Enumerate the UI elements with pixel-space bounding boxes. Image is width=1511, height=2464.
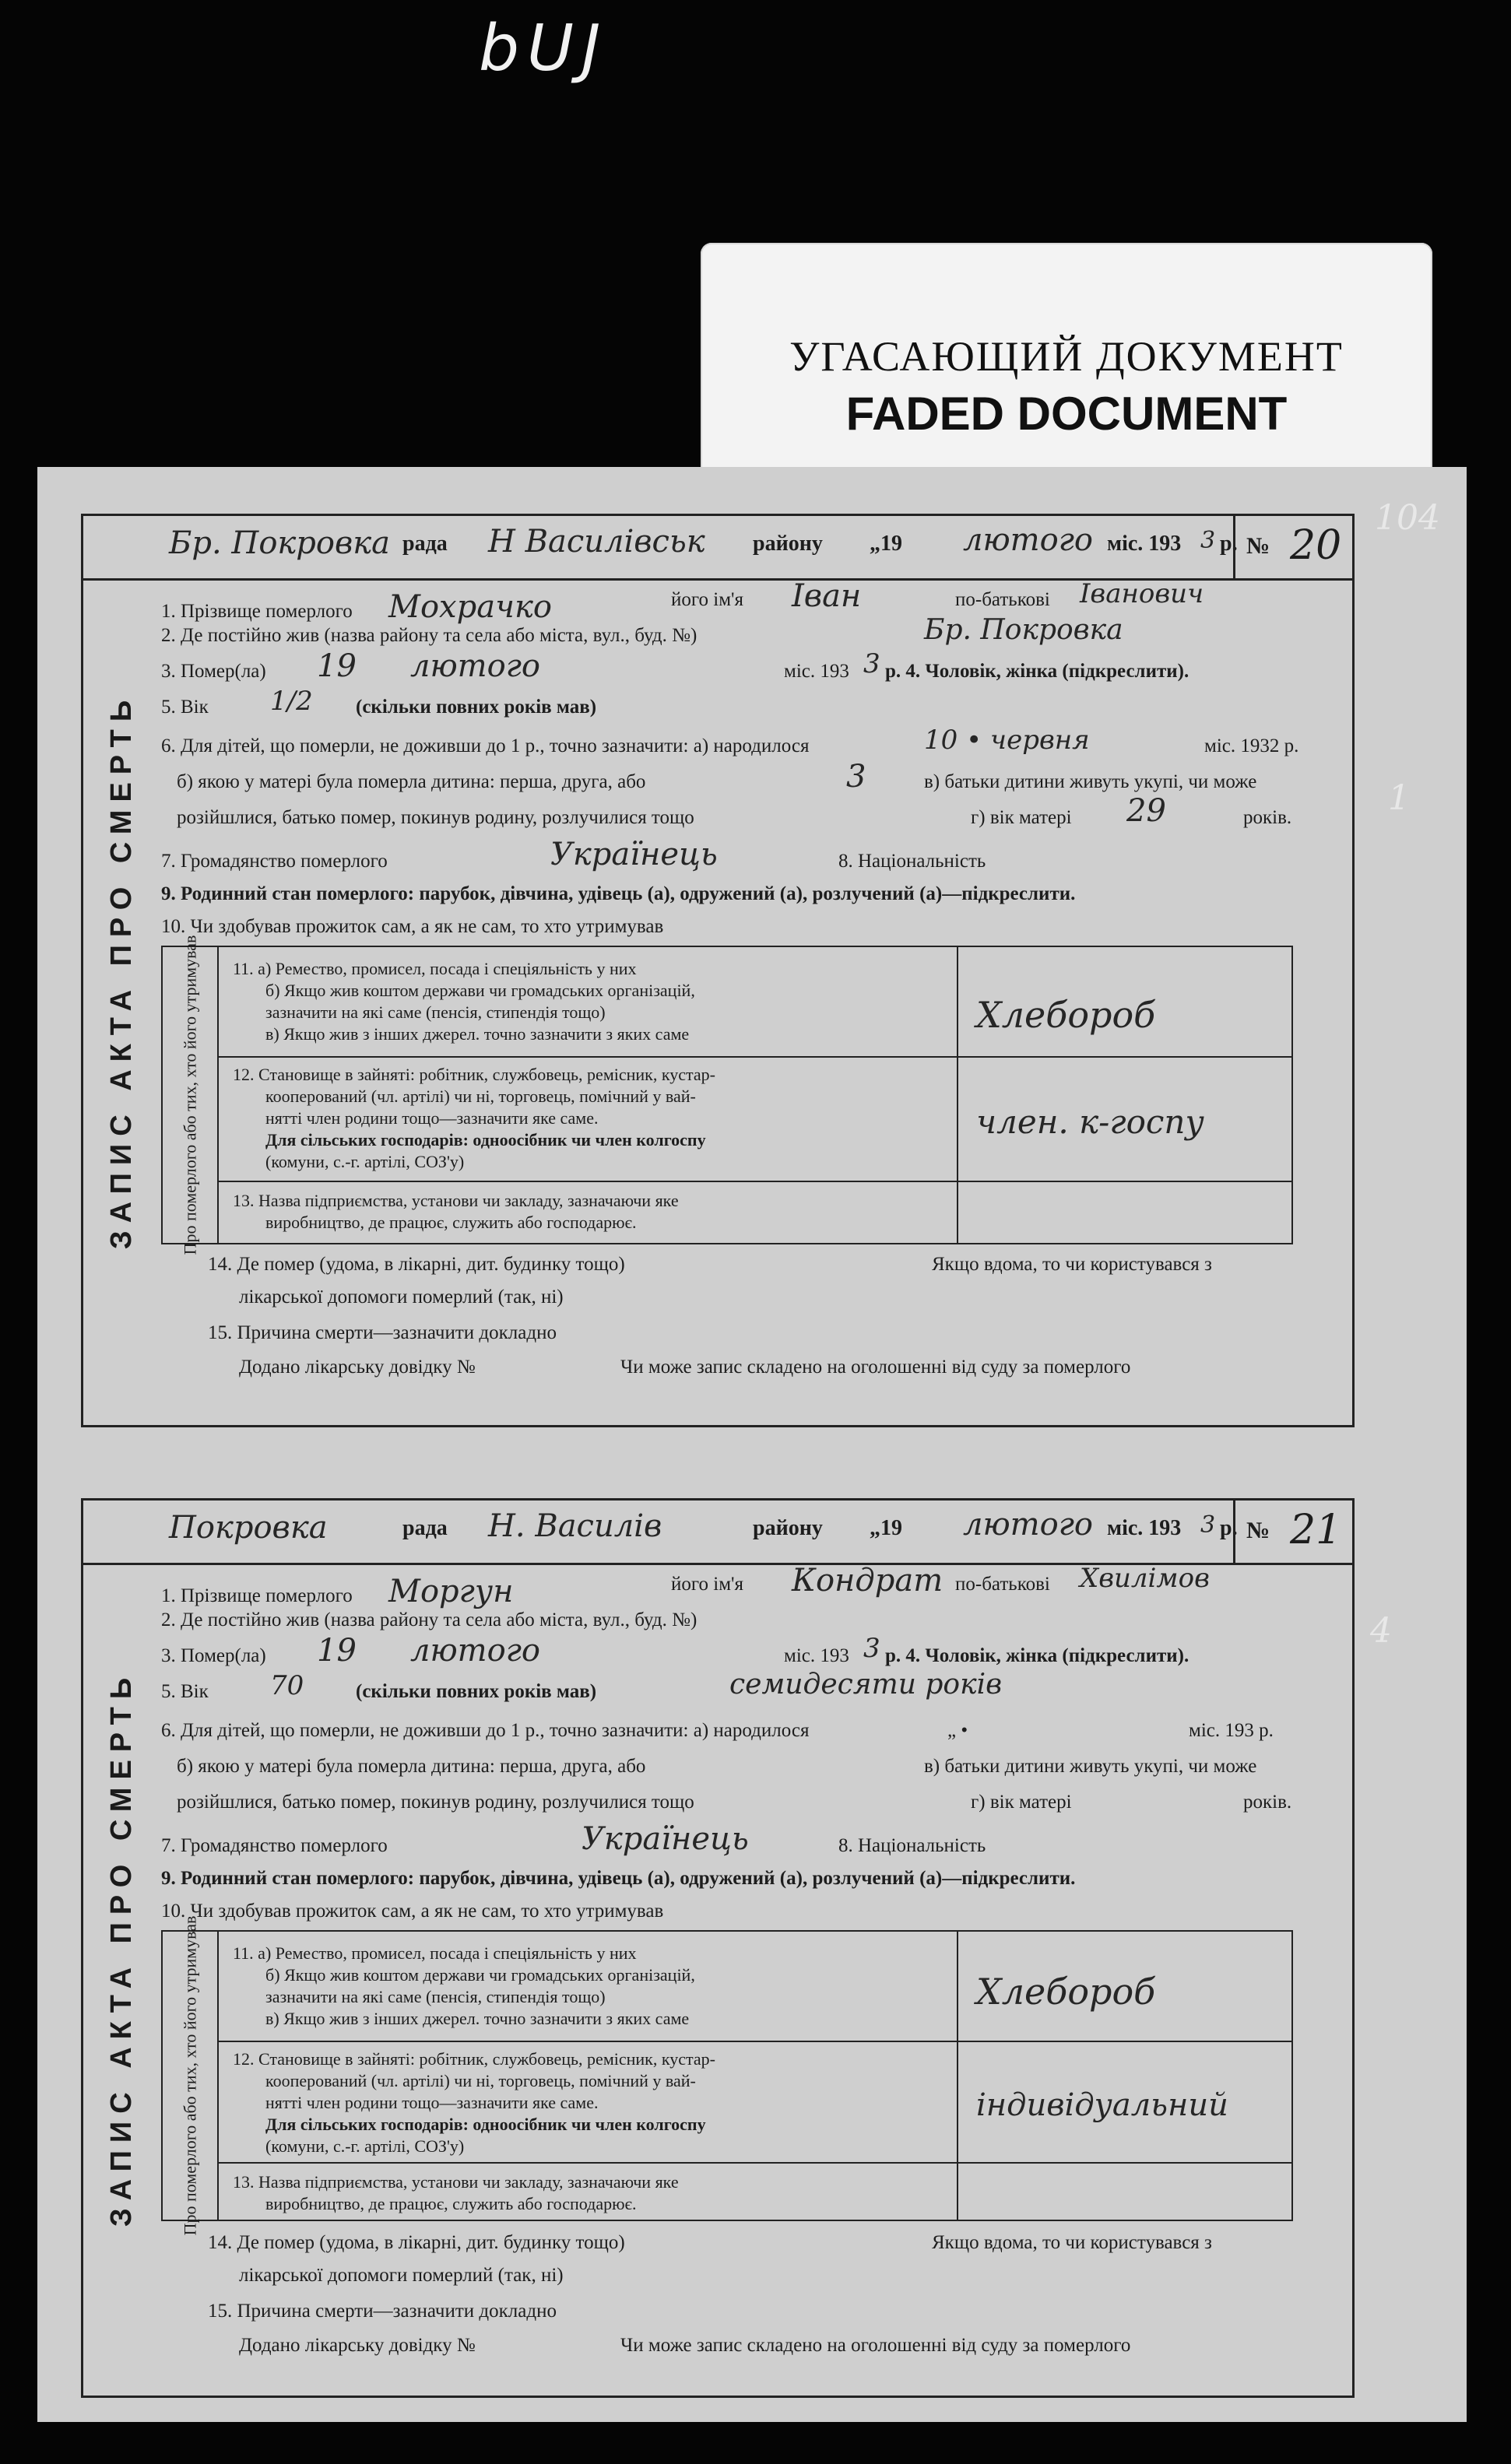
years-label: років. — [1243, 1792, 1292, 1813]
record-header — [83, 1501, 1352, 1565]
child-line-b: б) якою у матері була померла дитина: перша, друга, або — [177, 1756, 646, 1777]
child-line-c: розійшлися, батько помер, покинув родину, розлучилися тощо — [177, 807, 694, 828]
court-record-line: Чи може запис складено на оголошенні від суду за померлого — [620, 1357, 1131, 1378]
patronymic-label: по-батькові — [955, 1574, 1050, 1595]
occupation-side-label: Про померлого або тих, хто його утримував — [163, 947, 219, 1243]
nationality-label: 8. Національність — [838, 1835, 986, 1856]
line-surname: 1. Прізвище померлого Моргун — [161, 1574, 514, 1609]
citizenship-value: Українець — [550, 837, 718, 872]
sex-label: р. 4. Чоловік, жінка (підкреслити). — [885, 661, 1189, 682]
answer-12: індивідуальний — [976, 2087, 1228, 2123]
death-day: 19 — [317, 648, 357, 684]
district-name: Н. Василів — [488, 1508, 662, 1544]
answer-11: Хлебороб — [976, 1971, 1156, 2013]
mis-label: міс. 193 — [1107, 1516, 1182, 1540]
patronymic-label: по-батькові — [955, 589, 1050, 610]
surname-value: Моргун — [388, 1574, 514, 1609]
death-year-suffix: 3 — [863, 1633, 880, 1664]
home-care-line: Якщо вдома, то чи користувався з — [932, 1254, 1212, 1275]
record-vertical-title: ЗАПИС АКТА ПРО СМЕРТЬ — [105, 692, 139, 1249]
faded-label-ru: УГАСАЮЩИЙ ДОКУМЕНТ — [789, 333, 1344, 380]
record-number-box — [1233, 1501, 1352, 1563]
child-birth-date: 10 • червня — [924, 725, 1090, 756]
faded-document-label — [701, 243, 1432, 500]
age-label: 5. Вік — [161, 697, 209, 718]
death-record-page — [37, 467, 1467, 2422]
death-place-line: 14. Де помер (удома, в лікарні, дит. будинку тощо) — [208, 2232, 625, 2253]
death-place-line: 14. Де помер (удома, в лікарні, дит. будинку тощо) — [208, 1254, 625, 1275]
child-line-c: розійшлися, батько помер, покинув родину, розлучилися тощо — [177, 1792, 694, 1813]
age-value: 70 — [270, 1670, 304, 1701]
village-name: Покровка — [169, 1510, 328, 1546]
income-line: 10. Чи здобував прожиток сам, а як не сам, то хто утримував — [161, 916, 664, 937]
raion-label: району — [753, 1516, 823, 1540]
mis-label: міс. 193 — [1107, 532, 1182, 556]
question-13: 13. Назва підприємства, установи чи закладу, зазначаючи яке виробництво, де працює, служить або господарює. — [233, 1191, 679, 1232]
child-order: 3 — [846, 759, 866, 795]
village-name: Бр. Покровка — [169, 525, 390, 561]
question-11: 11. а) Ремество, промисел, посада і спеціяльність у них б) Якщо жив коштом держави чи громадських організацій, зазначити на які саме (пенсія, стипендія тощо) в) Якщо жив з інших джерел. точно зазначити з яких саме — [233, 1943, 695, 2028]
record-number-box — [1233, 516, 1352, 578]
child-line-b-end: в) батьки дитини живуть укупі, чи може — [924, 771, 1257, 792]
record-number: 21 — [1290, 1507, 1342, 1553]
number-label: № — [1246, 1518, 1270, 1543]
number-label: № — [1246, 533, 1270, 559]
marital-status-line: 9. Родинний стан померлого: парубок, дівчина, удівець (а), одружений (а), розлучений (а)—підкреслити. — [161, 1868, 1076, 1889]
child-birth-date: „ • — [947, 1720, 968, 1741]
record-header — [83, 516, 1352, 581]
age-label: 5. Вік — [161, 1681, 209, 1702]
age-hint: (скільки повних років мав) — [356, 1681, 597, 1702]
death-month: лютого — [410, 648, 540, 684]
medical-help-line: лікарської допомоги померлий (так, ні) — [239, 2265, 564, 2286]
occupation-table — [161, 935, 1293, 1255]
name-value: Кондрат — [792, 1563, 943, 1599]
sex-label: р. 4. Чоловік, жінка (підкреслити). — [885, 1645, 1189, 1666]
citizenship-label: 7. Громадянство померлого — [161, 851, 388, 872]
faded-label-en: FADED DOCUMENT — [845, 388, 1288, 440]
district-name: Н Василівськ — [488, 524, 705, 560]
nationality-label: 8. Національність — [838, 851, 986, 872]
record-vertical-title: ЗАПИС АКТА ПРО СМЕРТЬ — [105, 1669, 139, 2227]
archive-mark: bUJ — [479, 12, 609, 86]
day-prefix: „19 — [870, 1516, 902, 1540]
child-birth-year: міс. 193 р. — [1189, 1720, 1274, 1741]
age-value: 1/2 — [270, 686, 313, 717]
child-line-b: б) якою у матері була померла дитина: перша, друга, або — [177, 771, 646, 792]
name-value: Іван — [792, 578, 862, 614]
question-11: 11. а) Ремество, промисел, посада і спеціяльність у них б) Якщо жив коштом держави чи громадських організацій, зазначити на які саме (пенсія, стипендія тощо) в) Якщо жив з інших джерел. точно зазначити з яких саме — [233, 959, 695, 1044]
line-surname: 1. Прізвище померлого Мохрачко — [161, 589, 552, 625]
line-residence: 2. Де постійно жив (назва району та села або міста, вул., буд. №) — [161, 625, 698, 646]
medical-help-line: лікарської допомоги померлий (так, ні) — [239, 1286, 564, 1307]
answer-12: член. к-госпу — [976, 1103, 1204, 1141]
certificate-line: Додано лікарську довідку № — [239, 1357, 476, 1378]
citizenship-label: 7. Громадянство померлого — [161, 1835, 388, 1856]
age-hint: (скільки повних років мав) — [356, 697, 597, 718]
mother-age-label: г) вік матері — [971, 807, 1072, 828]
raion-label: району — [753, 532, 823, 556]
residence-value: Бр. Покровка — [924, 614, 1123, 646]
mother-age-label: г) вік матері — [971, 1792, 1072, 1813]
question-12: 12. Становище в зайняті: робітник, службовець, ремісник, кустар- кооперований (чл. артілі) чи ні, торговець, помічний у вай- нятті член родини тощо—зазначити яке саме. Для сільських господарів: одноосібник чи член колгоспу (комуни, с.-г. артілі, СОЗ'у) — [233, 1065, 715, 1171]
death-month: лютого — [410, 1633, 540, 1669]
child-line-a: 6. Для дітей, що померли, не доживши до 1 р., точно зазначити: а) народилося — [161, 735, 810, 756]
child-birth-year: міс. 1932 р. — [1204, 735, 1299, 756]
month-name: лютого — [963, 522, 1093, 558]
name-label: його ім'я — [671, 1574, 744, 1595]
rada-label: рада — [402, 532, 448, 556]
occupation-side-label: Про померлого або тих, хто його утримував — [163, 1932, 219, 2220]
income-line: 10. Чи здобував прожиток сам, а як не сам, то хто утримував — [161, 1901, 664, 1922]
side-note-top: 104 — [1375, 498, 1440, 538]
court-record-line: Чи може запис складено на оголошенні від суду за померлого — [620, 2335, 1131, 2356]
child-line-b-end: в) батьки дитини живуть укупі, чи може — [924, 1756, 1257, 1777]
question-13: 13. Назва підприємства, установи чи закладу, зазначаючи яке виробництво, де працює, служить або господарює. — [233, 2172, 679, 2213]
marital-status-line: 9. Родинний стан померлого: парубок, дівчина, удівець (а), одружений (а), розлучений (а)—підкреслити. — [161, 883, 1076, 904]
citizenship-value: Українець — [582, 1821, 749, 1857]
r-label: р. — [1220, 1516, 1238, 1540]
child-line-a: 6. Для дітей, що померли, не доживши до 1 р., точно зазначити: а) народилося — [161, 1720, 810, 1741]
death-day: 19 — [317, 1633, 357, 1669]
death-record-20 — [81, 514, 1355, 1427]
mother-age: 29 — [1126, 793, 1166, 829]
month-name: лютого — [963, 1507, 1093, 1543]
rada-label: рада — [402, 1516, 448, 1540]
line-death-date-label: 3. Помер(ла) — [161, 661, 266, 682]
cause-of-death-line: 15. Причина смерти—зазначити докладно — [208, 2301, 557, 2322]
death-mis: міс. 193 — [784, 1645, 849, 1666]
line-residence: 2. Де постійно жив (назва району та села або міста, вул., буд. №) — [161, 1609, 698, 1630]
question-12: 12. Становище в зайняті: робітник, службовець, ремісник, кустар- кооперований (чл. артілі) чи ні, торговець, помічний у вай- нятті член родини тощо—зазначити яке саме. Для сільських господарів: одноосібник чи член колгоспу (комуни, с.-г. артілі, СОЗ'у) — [233, 2049, 715, 2156]
r-label: р. — [1220, 532, 1238, 556]
occupation-table — [161, 1915, 1293, 2236]
years-label: років. — [1243, 807, 1292, 828]
patronymic-value: Хвилімов — [1080, 1563, 1210, 1594]
surname-value: Мохрачко — [388, 589, 552, 625]
year-suffix: 3 — [1200, 1511, 1216, 1539]
side-note-bottom: 4 — [1370, 1611, 1392, 1651]
age-in-words: семидесяти років — [729, 1669, 1003, 1701]
home-care-line: Якщо вдома, то чи користувався з — [932, 2232, 1212, 2253]
name-label: його ім'я — [671, 589, 744, 610]
death-mis: міс. 193 — [784, 661, 849, 682]
year-suffix: 3 — [1200, 527, 1216, 554]
patronymic-value: Іванович — [1080, 578, 1204, 609]
death-year-suffix: 3 — [863, 648, 880, 679]
answer-11: Хлебороб — [976, 994, 1156, 1036]
day-prefix: „19 — [870, 532, 902, 556]
side-note-mid: 1 — [1388, 778, 1410, 818]
cause-of-death-line: 15. Причина смерти—зазначити докладно — [208, 1322, 557, 1343]
certificate-line: Додано лікарську довідку № — [239, 2335, 476, 2356]
record-number: 20 — [1290, 522, 1342, 569]
line-death-date-label: 3. Помер(ла) — [161, 1645, 266, 1666]
death-record-21 — [81, 1498, 1355, 2398]
